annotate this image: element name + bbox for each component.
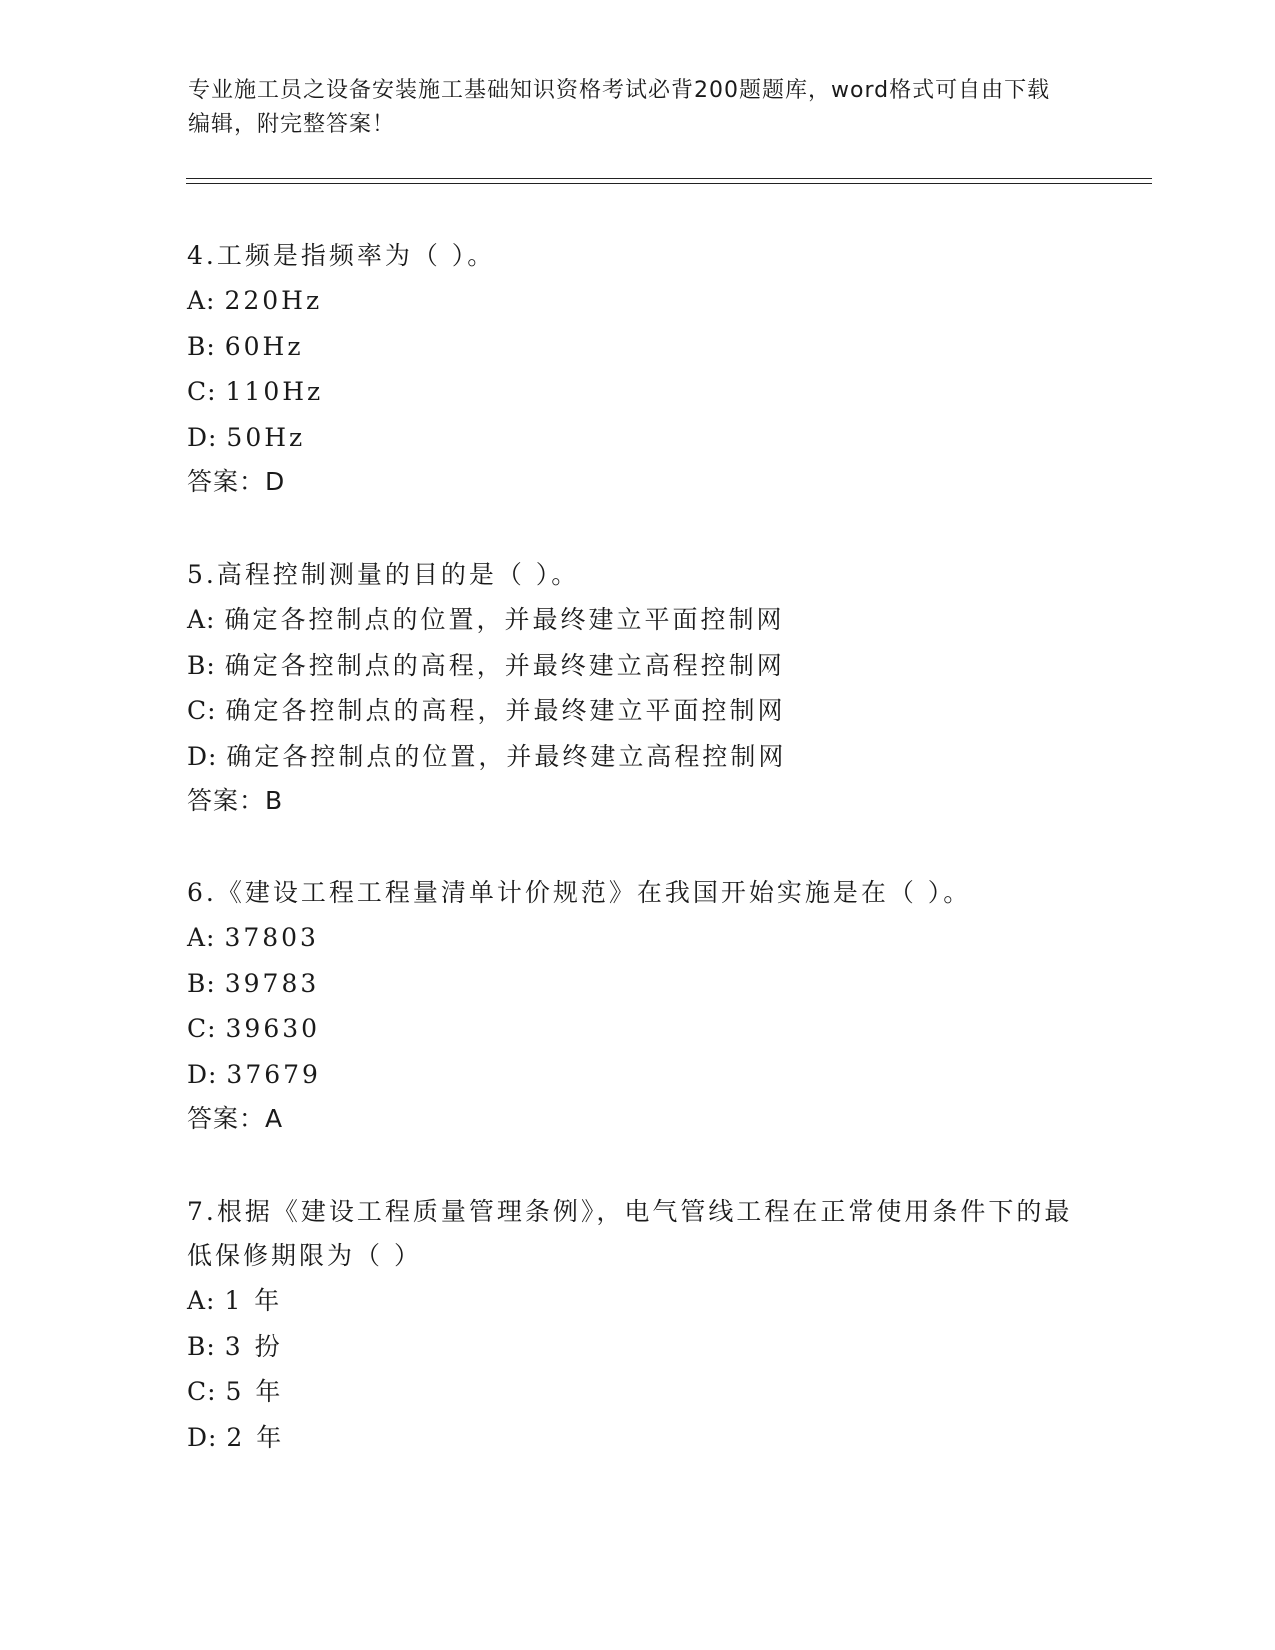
option-label: B:	[187, 968, 216, 998]
option-label: D:	[187, 1422, 218, 1452]
option-c	[187, 1369, 1087, 1415]
option-c	[187, 688, 1087, 734]
option-b	[187, 324, 1087, 370]
option-label: D:	[187, 741, 218, 771]
option-label: C:	[187, 1377, 217, 1406]
question-title: 6.《建设工程工程量清单计价规范》在我国开始实施是在（ ）。	[187, 878, 972, 907]
question-6	[187, 871, 1087, 1141]
option-label: A:	[187, 923, 216, 952]
option-text: 确定各控制点的高程，并最终建立高程控制网	[224, 650, 785, 680]
option-d	[187, 1415, 1087, 1461]
option-text: 220Hz	[224, 286, 323, 315]
answer-line: 答案：A	[187, 1104, 284, 1133]
option-text: 1 年	[224, 1286, 283, 1315]
option-text: 50Hz	[226, 422, 306, 452]
answer-line: 答案：D	[187, 467, 286, 496]
option-text: 确定各控制点的位置，并最终建立高程控制网	[226, 741, 787, 771]
option-b	[187, 1324, 1087, 1370]
option-label: B:	[187, 1331, 216, 1361]
option-d	[187, 415, 1087, 461]
option-d	[187, 1052, 1087, 1098]
option-text: 5 年	[225, 1377, 284, 1406]
option-label: B:	[187, 650, 216, 680]
option-a	[187, 915, 1087, 961]
option-text: 60Hz	[224, 331, 304, 361]
answer-line: 答案：B	[187, 786, 284, 815]
document-header: 专业施工员之设备安装施工基础知识资格考试必背200题题库，word格式可自由下载编辑，附完整答案！	[188, 78, 1051, 137]
question-title: 5.高程控制测量的目的是（ ）。	[187, 560, 580, 589]
option-b	[187, 961, 1087, 1007]
option-label: C:	[187, 696, 217, 725]
option-text: 确定各控制点的位置，并最终建立平面控制网	[224, 605, 785, 634]
option-a	[187, 278, 1087, 324]
question-title: 7.根据《建设工程质量管理条例》，电气管线工程在正常使用条件下的最低保修期限为（ ）	[187, 1197, 1073, 1270]
option-text: 确定各控制点的高程，并最终建立平面控制网	[225, 696, 786, 725]
question-4	[187, 234, 1087, 504]
option-text: 39630	[225, 1014, 321, 1043]
option-d	[187, 734, 1087, 780]
option-c	[187, 369, 1087, 415]
option-label: D:	[187, 1059, 218, 1089]
option-label: A:	[187, 286, 216, 315]
option-a	[187, 597, 1087, 643]
option-text: 39783	[224, 968, 320, 998]
option-text: 110Hz	[225, 377, 324, 406]
question-title: 4.工频是指频率为（ ）。	[187, 241, 496, 270]
option-label: C:	[187, 377, 217, 406]
option-b	[187, 643, 1087, 689]
question-5	[187, 553, 1087, 823]
option-label: D:	[187, 422, 218, 452]
option-label: B:	[187, 331, 216, 361]
option-text: 37803	[224, 923, 319, 952]
header-divider-secondary	[186, 183, 1152, 184]
option-c	[187, 1006, 1087, 1052]
question-7	[187, 1190, 1087, 1460]
option-label: A:	[187, 605, 216, 634]
option-label: C:	[187, 1014, 217, 1043]
option-label: A:	[187, 1286, 216, 1315]
option-text: 2 年	[226, 1422, 285, 1452]
option-text: 37679	[226, 1059, 321, 1089]
option-text: 3 扮	[224, 1331, 283, 1361]
header-divider	[186, 178, 1152, 179]
option-a	[187, 1278, 1087, 1324]
